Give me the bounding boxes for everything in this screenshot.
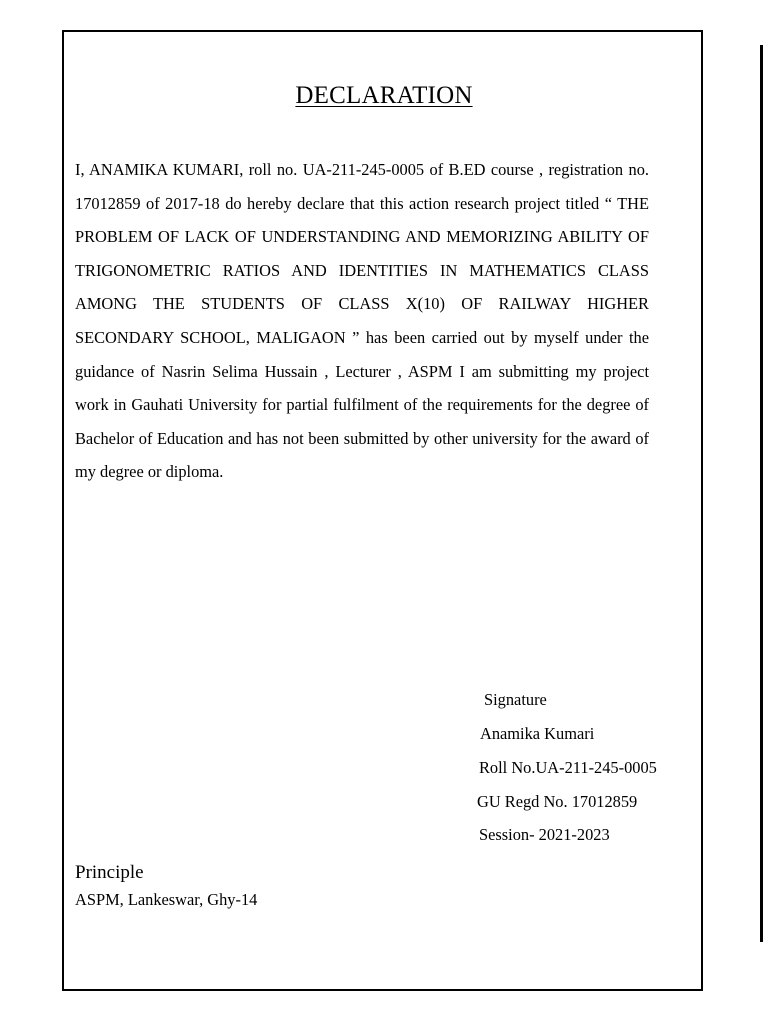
institution-address: ASPM, Lankeswar, Ghy-14	[75, 890, 258, 909]
signatory-name: Anamika Kumari	[480, 724, 595, 743]
registration-number: GU Regd No. 17012859	[477, 792, 638, 811]
principle-label: Principle	[75, 862, 144, 883]
session: Session- 2021-2023	[479, 825, 610, 844]
roll-number: Roll No.UA-211-245-0005	[479, 758, 657, 777]
declaration-body: I, ANAMIKA KUMARI, roll no. UA-211-245-0005 of B.ED course , registration no. 17012859 of 2017-18 do hereby declare that this action research project titled “ THE PROBLEM OF LACK OF UNDERSTANDING AND MEMORIZING ABILITY OF TRIGONOMETRIC RATIOS AND IDENTITIES IN MATHEMATICS CLASS AMONG THE STUDENTS OF CLASS X(10) OF RAILWAY HIGHER SECONDARY SCHOOL, MALIGAON ” has been carried out by myself under the guidance of Nasrin Selima Hussain , Lecturer , ASPM I am submitting my project work in Gauhati University for partial fulfilment of the requirements for the degree of Bachelor of Education and has not been submitted by other university for the award of my degree or diploma.	[75, 160, 649, 482]
page-title: DECLARATION	[295, 82, 473, 109]
right-edge-rule	[760, 45, 763, 942]
signature-label: Signature	[484, 690, 547, 709]
